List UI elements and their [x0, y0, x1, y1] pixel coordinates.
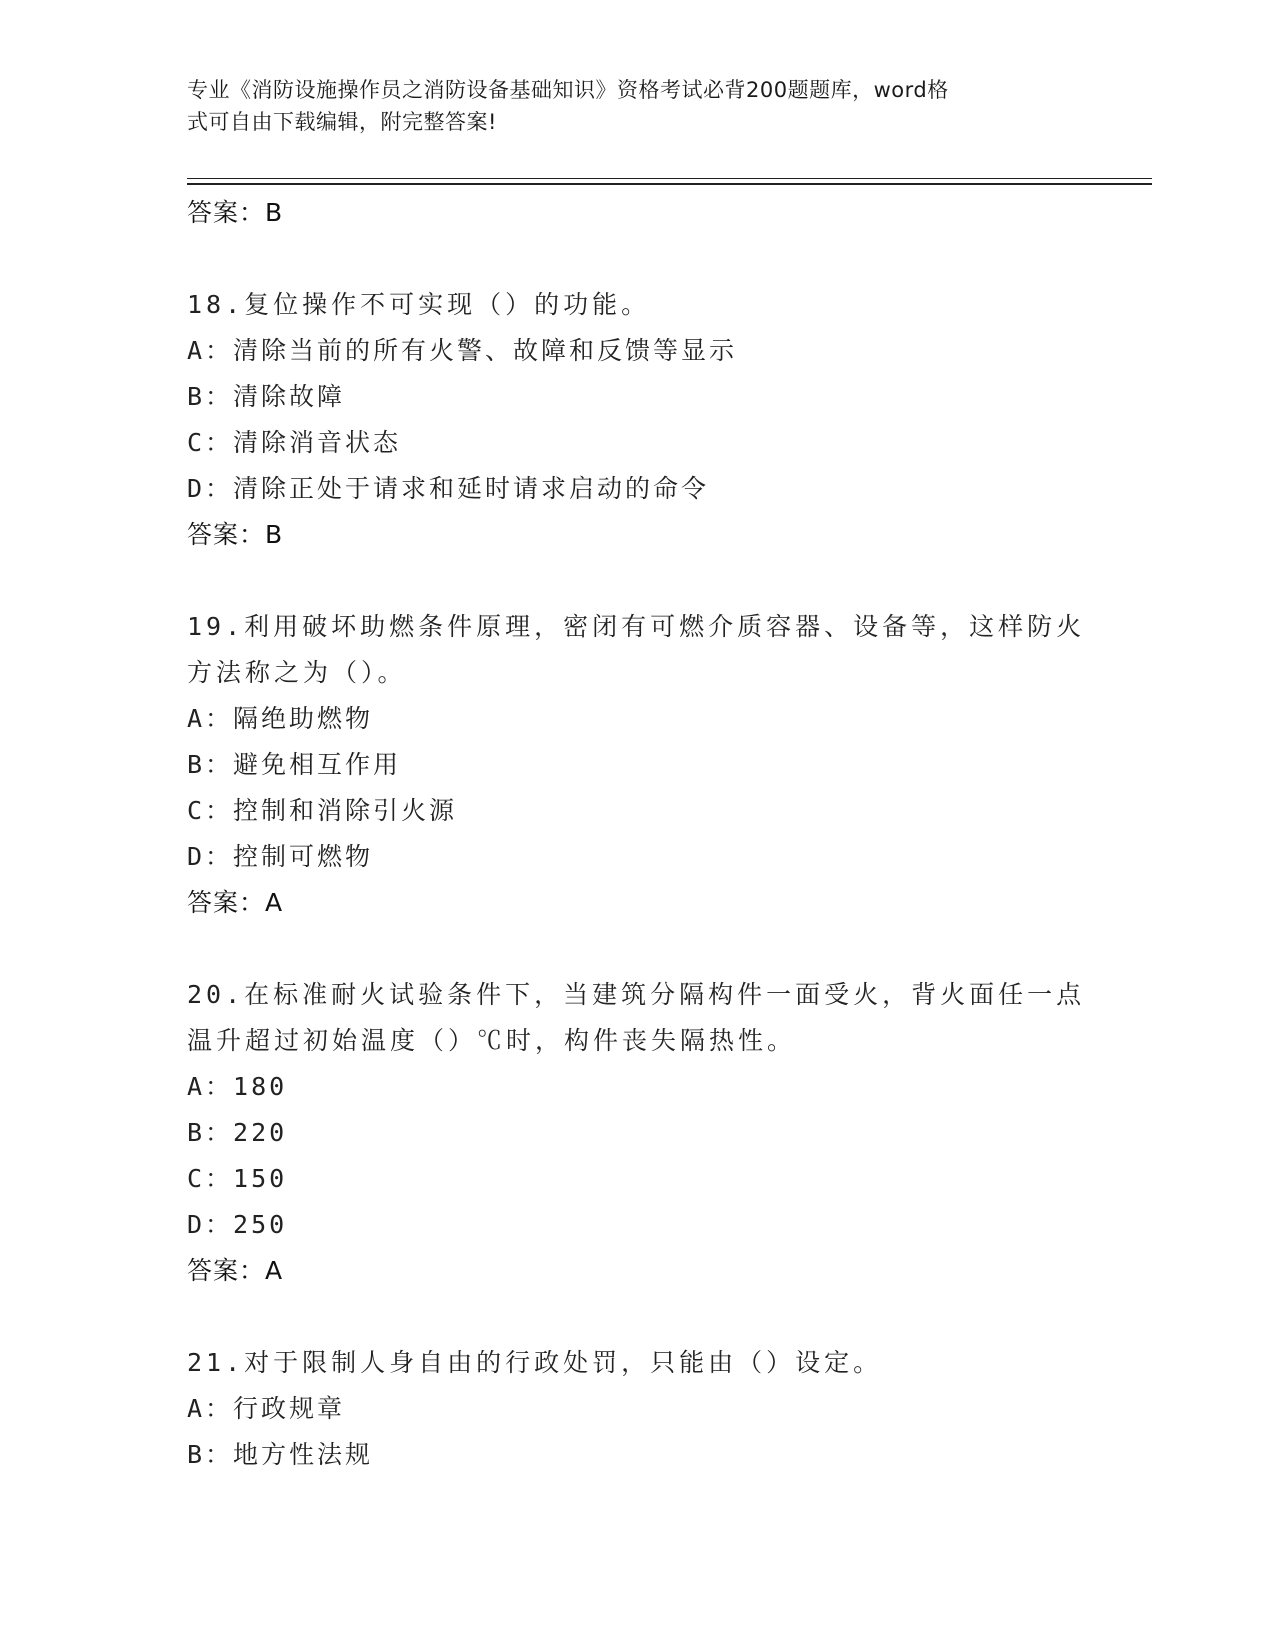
option-a: A：隔绝助燃物	[187, 704, 374, 733]
question-stem-continued: 方法称之为（）。	[187, 658, 407, 687]
option-d: D：控制可燃物	[187, 842, 374, 871]
question-block	[187, 1340, 1087, 1478]
option-c: C：150	[187, 1164, 288, 1193]
question-stem: 21.对于限制人身自由的行政处罚，只能由（）设定。	[187, 1348, 883, 1377]
header-divider-thin	[187, 178, 1152, 179]
option-b: B：地方性法规	[187, 1440, 374, 1469]
header-line-2: 式可自由下载编辑，附完整答案!	[187, 110, 497, 134]
option-d: D：清除正处于请求和延时请求启动的命令	[187, 474, 710, 503]
header-divider-thick	[187, 183, 1152, 185]
question-stem-continued: 温升超过初始温度（）℃时，构件丧失隔热性。	[187, 1026, 797, 1055]
question-list	[187, 190, 1087, 1478]
answer-label: 答案：B	[187, 520, 284, 549]
option-a: A：清除当前的所有火警、故障和反馈等显示	[187, 336, 738, 365]
option-d: D：250	[187, 1210, 288, 1239]
answer-label: 答案：B	[187, 198, 284, 227]
option-a: A：行政规章	[187, 1394, 346, 1423]
question-stem: 19.利用破坏助燃条件原理，密闭有可燃介质容器、设备等，这样防火	[187, 612, 1086, 641]
question-stem: 20.在标准耐火试验条件下，当建筑分隔构件一面受火，背火面任一点	[187, 980, 1086, 1009]
option-b: B：避免相互作用	[187, 750, 402, 779]
answer-label: 答案：A	[187, 1256, 284, 1285]
option-c: C：控制和消除引火源	[187, 796, 458, 825]
option-c: C：清除消音状态	[187, 428, 402, 457]
document-header	[187, 74, 1087, 138]
question-block	[187, 972, 1087, 1294]
question-block	[187, 282, 1087, 558]
question-stem: 18.复位操作不可实现（）的功能。	[187, 290, 651, 319]
option-a: A：180	[187, 1072, 288, 1101]
header-line-1: 专业《消防设施操作员之消防设备基础知识》资格考试必背200题题库，word格	[187, 78, 949, 102]
question-block	[187, 604, 1087, 926]
option-b: B：220	[187, 1118, 288, 1147]
answer-label: 答案：A	[187, 888, 284, 917]
option-b: B：清除故障	[187, 382, 346, 411]
